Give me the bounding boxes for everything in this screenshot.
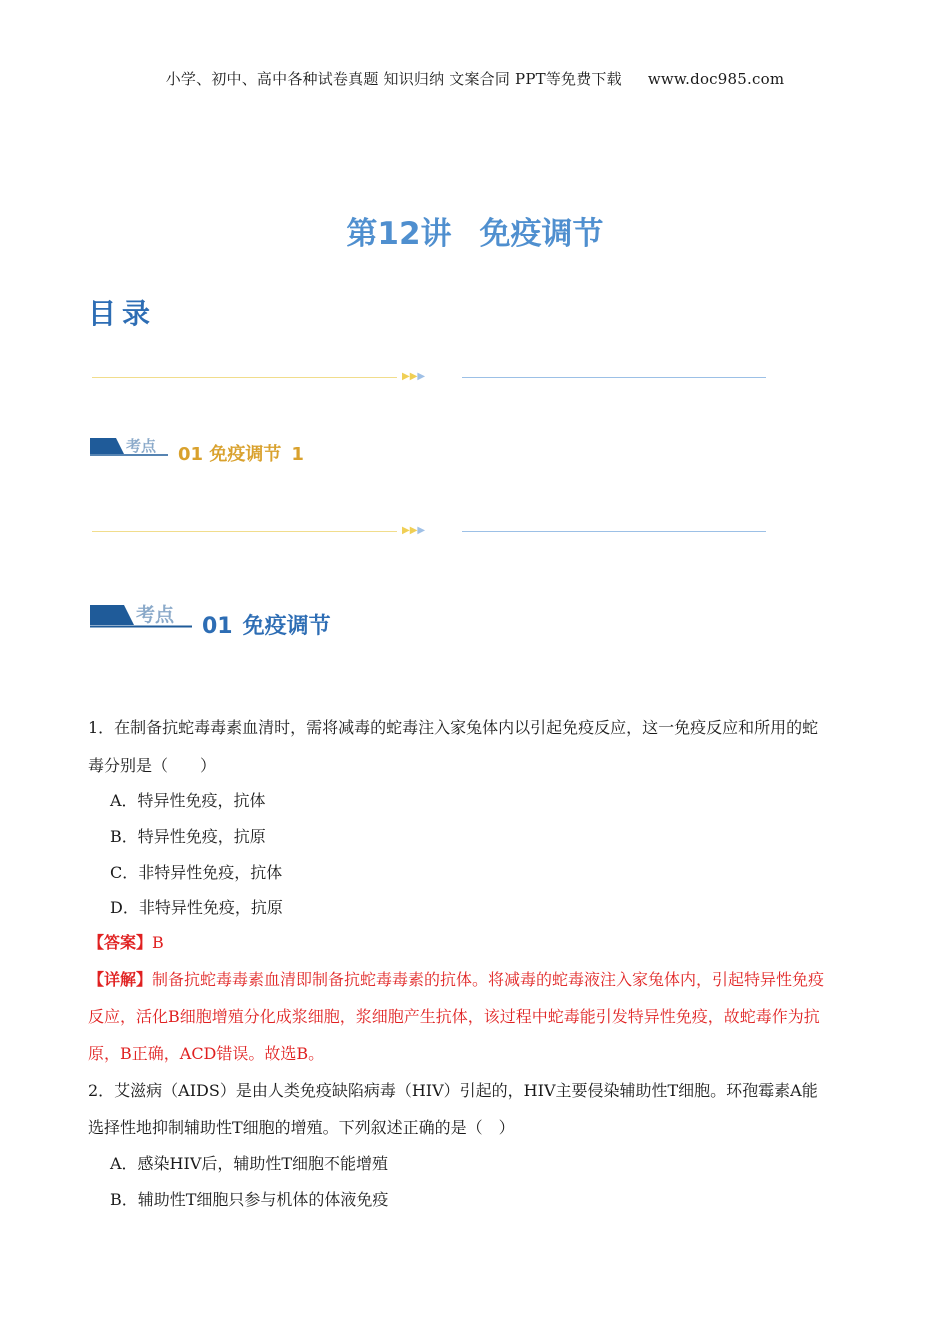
divider-arrows-icon: ▶▶▶ [402,525,426,536]
divider-left-line [92,377,397,378]
detail-label: 【详解】 [88,970,153,989]
divider-arrows-icon: ▶▶▶ [402,371,426,382]
section-title: 免疫调节 [242,614,331,639]
question-option: D．非特异性免疫，抗原 [110,898,283,917]
kaodian-badge-icon [90,600,192,630]
page-header [0,68,950,89]
detail-line [88,969,824,991]
detail-text: 原，B正确，ACD错误。故选B。 [88,1044,325,1063]
section-badge-label: 考点 [136,604,175,626]
question-option: A．特异性免疫，抗体 [110,791,266,810]
question-option: C．非特异性免疫，抗体 [110,863,283,882]
divider-left-line [92,531,397,532]
answer-label: 【答案】 [88,933,153,952]
divider [92,525,766,539]
toc-title: 目录 [88,297,157,330]
lecture-title [0,208,950,253]
lecture-topic: 免疫调节 [479,216,604,252]
toc-badge-label: 考点 [126,437,157,455]
header-text: 小学、初中、高中各种试卷真题 知识归纳 文案合同 PPT等免费下载 [165,70,622,88]
toc-entry[interactable] [178,440,304,466]
divider-right-line [462,377,766,378]
answer-value: B [152,933,164,952]
divider [92,371,766,385]
question-option: B．辅助性T细胞只参与机体的体液免疫 [110,1190,389,1209]
question-option: A．感染HIV后，辅助性T细胞不能增殖 [110,1154,389,1173]
question-stem-line: 1．在制备抗蛇毒毒素血清时，需将减毒的蛇毒注入家兔体内以引起免疫反应，这一免疫反应和所用的蛇 [88,718,819,737]
toc-entry-page: 1 [291,444,304,465]
question-stem-line: 选择性地抑制辅助性T细胞的增殖。下列叙述正确的是（ ） [88,1118,515,1137]
lecture-number: 第12讲 [346,216,452,252]
kaodian-badge-icon [90,434,168,458]
divider-right-line [462,531,766,532]
question-stem-line: 毒分别是（ ） [88,756,217,775]
section-heading [202,609,331,640]
section-number: 01 [202,614,233,639]
detail-text: 制备抗蛇毒毒素血清即制备抗蛇毒毒素的抗体。将减毒的蛇毒液注入家兔体内，引起特异性免疫 [152,970,825,989]
question-stem-line: 2．艾滋病（AIDS）是由人类免疫缺陷病毒（HIV）引起的，HIV主要侵染辅助性T细胞。环孢霉素A能 [88,1081,818,1100]
header-site-link[interactable]: www.doc985.com [647,70,785,88]
toc-entry-label: 01 免疫调节 [178,444,282,465]
question-option: B．特异性免疫，抗原 [110,827,266,846]
detail-text: 反应，活化B细胞增殖分化成浆细胞，浆细胞产生抗体，该过程中蛇毒能引发特异性免疫，故蛇毒作为抗 [88,1007,820,1026]
answer-line [88,932,164,954]
